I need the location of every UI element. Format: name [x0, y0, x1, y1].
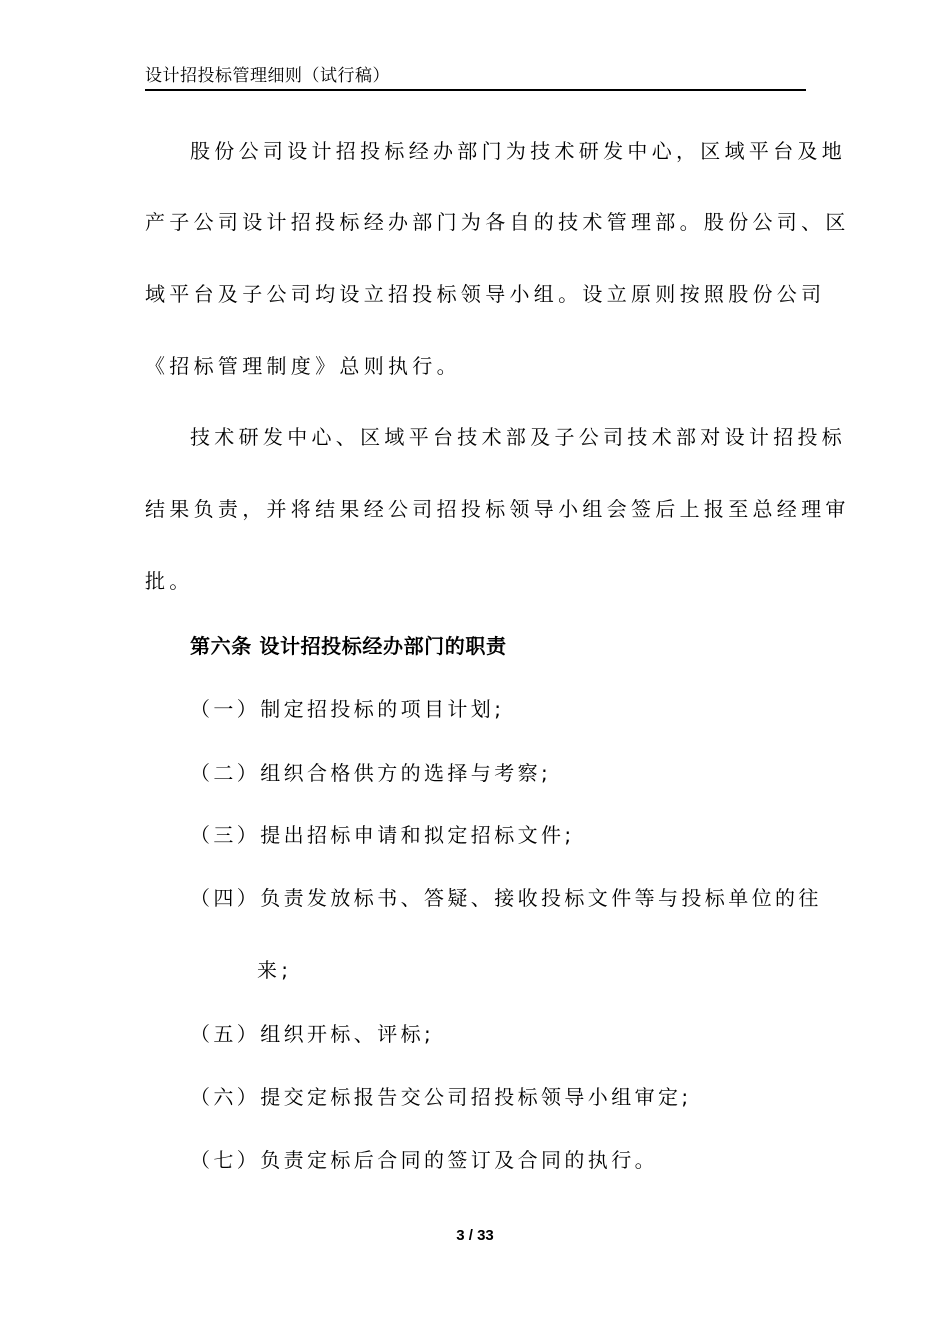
list-item-4: （四）负责发放标书、答疑、接收投标文件等与投标单位的往	[190, 886, 822, 910]
paragraph-2-line-2: 结果负责，并将结果经公司招投标领导小组会签后上报至总经理审	[145, 497, 850, 521]
page-number: 3 / 33	[456, 1227, 494, 1244]
paragraph-1-line-3: 域平台及子公司均设立招投标领导小组。设立原则按照股份公司	[145, 282, 826, 306]
section-heading: 第六条 设计招投标经办部门的职责	[190, 634, 507, 658]
list-item-4-continuation: 来;	[257, 958, 293, 982]
document-title: 设计招投标管理细则（试行稿）	[145, 66, 390, 86]
paragraph-2-line-1: 技术研发中心、区域平台技术部及子公司技术部对设计招投标	[190, 425, 847, 449]
paragraph-1-line-4: 《招标管理制度》总则执行。	[145, 354, 461, 378]
paragraph-2-line-3: 批。	[145, 569, 194, 593]
list-item-5: （五）组织开标、评标;	[190, 1022, 435, 1046]
list-item-6: （六）提交定标报告交公司招投标领导小组审定;	[190, 1085, 692, 1109]
list-item-1: （一）制定招投标的项目计划;	[190, 697, 505, 721]
list-item-3: （三）提出招标申请和拟定招标文件;	[190, 823, 575, 847]
paragraph-1-line-1: 股份公司设计招投标经办部门为技术研发中心，区域平台及地	[190, 139, 847, 163]
paragraph-1-line-2: 产子公司设计招投标经办部门为各自的技术管理部。股份公司、区	[145, 210, 850, 234]
header-divider	[145, 89, 806, 91]
list-item-2: （二）组织合格供方的选择与考察;	[190, 761, 552, 785]
list-item-7: （七）负责定标后合同的签订及合同的执行。	[190, 1148, 658, 1172]
